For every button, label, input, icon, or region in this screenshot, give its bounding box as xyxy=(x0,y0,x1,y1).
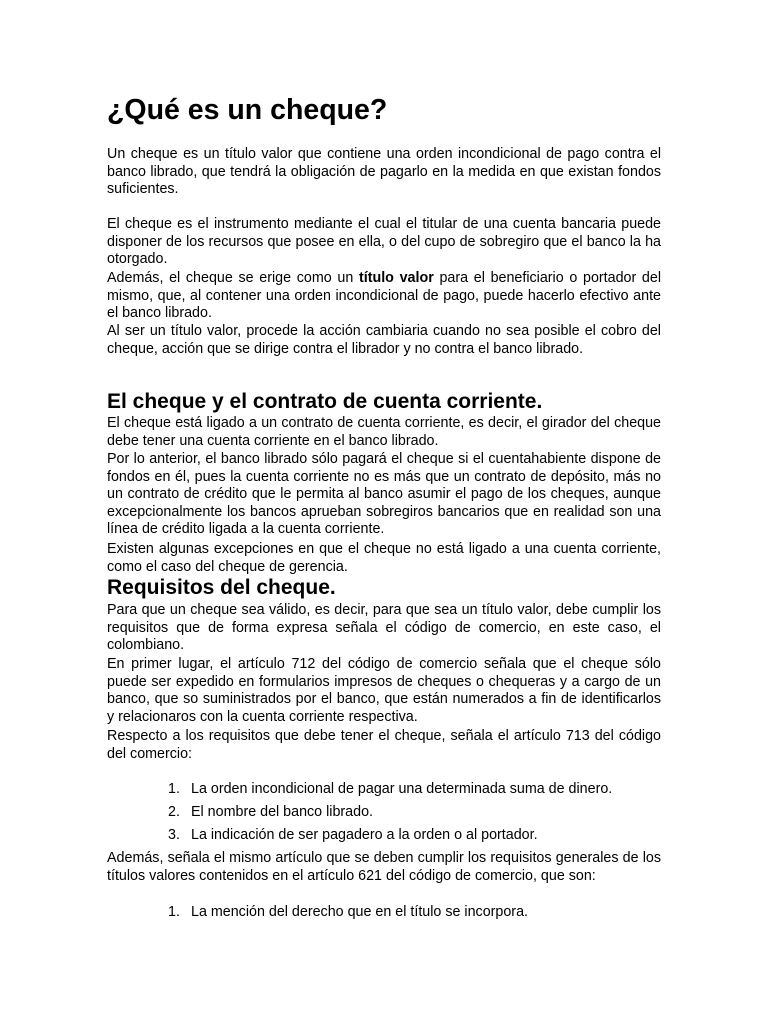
article-713-requirements-list xyxy=(168,778,612,847)
intro-paragraph-3 xyxy=(107,270,661,323)
list-item: 1. La orden incondicional de pagar una determinada suma de dinero. xyxy=(168,781,613,797)
intro-paragraph-2: El cheque es el instrumento mediante el cual el titular de una cuenta bancaria puede disponer de los recursos que posee en ella, o del cupo de sobregiro que el banco la ha otorgado. xyxy=(107,216,661,267)
contract-paragraph-2: Por lo anterior, el banco librado sólo pagará el cheque si el cuentahabiente dispone de fondos en él, pues la cuenta corriente no es más que un contrato de depósito, más no un contrato de crédito que le permita al banco asumir el pago de los cheques, aunque excepcionalmente los bancos aprueban sobregiros bancarios que en realidad son una línea de crédito ligada a la cuenta corriente. xyxy=(107,451,661,537)
contract-section-heading: El cheque y el contrato de cuenta corriente. xyxy=(107,390,543,413)
requirements-paragraph-4: Además, señala el mismo artículo que se deben cumplir los requisitos generales de los títulos valores contenidos en el artículo 621 del código de comercio, que son: xyxy=(107,850,661,884)
contract-paragraph-1: El cheque está ligado a un contrato de cuenta corriente, es decir, el girador del cheque debe tener una cuenta corriente en el banco librado. xyxy=(107,415,661,449)
requirements-paragraph-3: Respecto a los requisitos que debe tener el cheque, señala el artículo 713 del código del comercio: xyxy=(107,728,661,762)
requirements-section-heading: Requisitos del cheque. xyxy=(107,576,336,599)
list-item: 2. El nombre del banco librado. xyxy=(168,804,373,820)
contract-paragraph-3: Existen algunas excepciones en que el cheque no está ligado a una cuenta corriente, como el caso del cheque de gerencia. xyxy=(107,541,661,575)
list-item: 3. La indicación de ser pagadero a la orden o al portador. xyxy=(168,827,538,843)
intro-paragraph-1: Un cheque es un título valor que contiene una orden incondicional de pago contra el banco librado, que tendrá la obligación de pagarlo en la medida en que existan fondos suficientes. xyxy=(107,146,661,197)
intro-paragraph-3-end: para el beneficiario o portador del mismo, que, al contener una orden incondicional de pago, puede hacerlo efectivo ante el banco librado. xyxy=(107,270,662,321)
article-621-requirements-list xyxy=(168,901,528,924)
requirements-paragraph-1: Para que un cheque sea válido, es decir, para que sea un título valor, debe cumplir los requisitos que de forma expresa señala el código de comercio, en este caso, el colombiano. xyxy=(107,602,661,653)
titulo-valor-bold: título valor xyxy=(358,270,434,286)
page-title: ¿Qué es un cheque? xyxy=(107,94,388,126)
list-item: 1. La mención del derecho que en el título se incorpora. xyxy=(168,904,528,920)
requirements-paragraph-2: En primer lugar, el artículo 712 del código de comercio señala que el cheque sólo puede ser expedido en formularios impresos de cheques o chequeras y a cargo de un banco, que so suministrados por el banco, que están numerados a fin de identificarlos y relacionaros con la cuenta corriente respectiva. xyxy=(107,656,661,725)
intro-paragraph-4: Al ser un título valor, procede la acción cambiaria cuando no sea posible el cobro del cheque, acción que se dirige contra el librador y no contra el banco librado. xyxy=(107,323,661,357)
intro-paragraph-3-start: Además, el cheque se erige como un xyxy=(107,270,359,286)
